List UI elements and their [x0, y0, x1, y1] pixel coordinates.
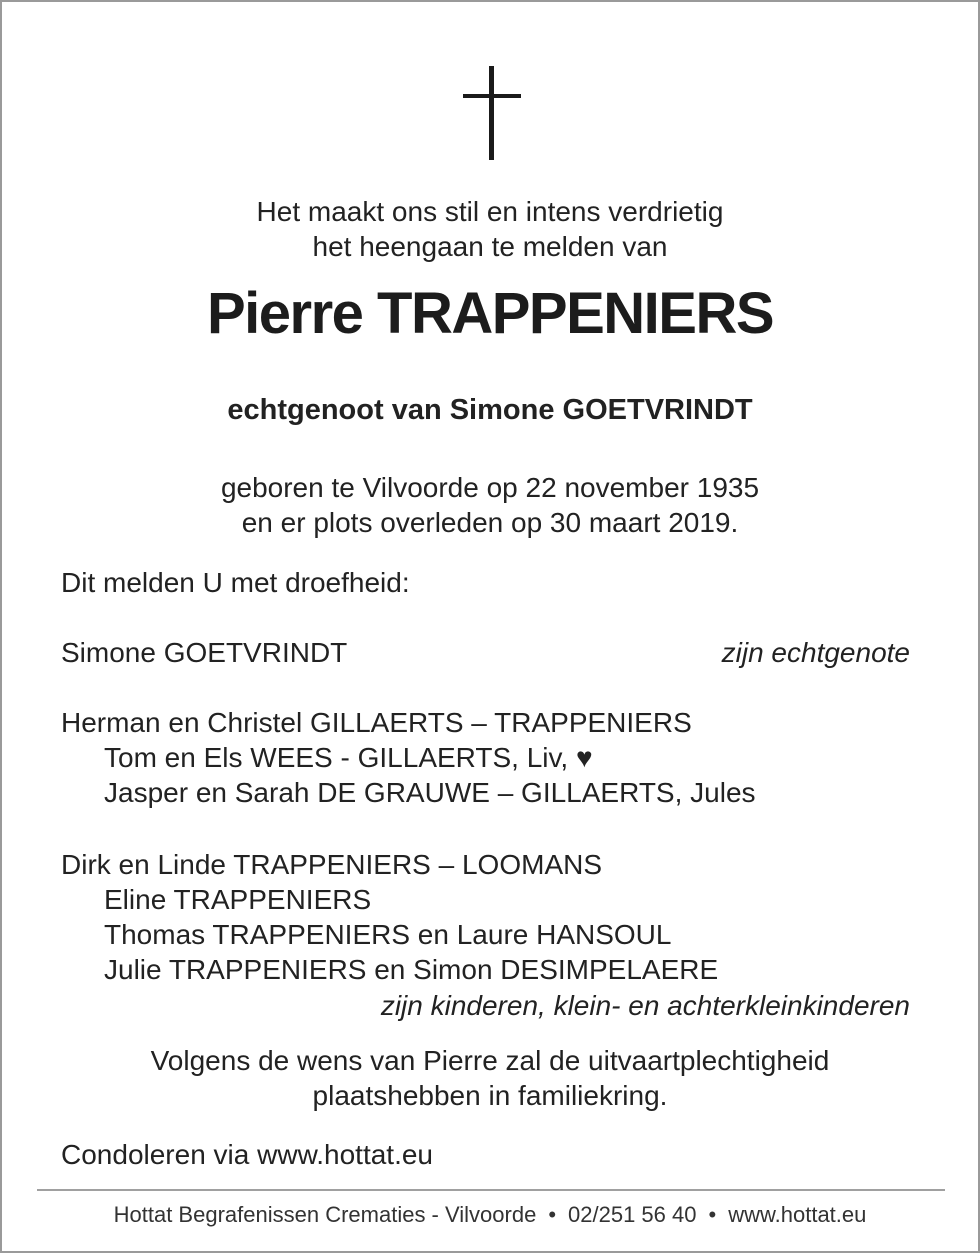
- family-2-member: Eline TRAPPENIERS: [104, 884, 372, 915]
- intro-text: [2, 194, 978, 264]
- family-1-member: Tom en Els WEES - GILLAERTS, Liv, ♥: [104, 742, 593, 773]
- death-line: en er plots overleden op 30 maart 2019.: [241, 507, 739, 538]
- family-1-head: Herman en Christel GILLAERTS – TRAPPENIERS: [61, 707, 692, 738]
- spouse-name: Simone GOETVRINDT: [61, 637, 348, 668]
- wish-line-1: Volgens de wens van Pierre zal de uitvaartplechtigheid: [150, 1045, 830, 1076]
- family-2-member: Julie TRAPPENIERS en Simon DESIMPELAERE: [104, 954, 719, 985]
- family-1-member: Jasper en Sarah DE GRAUWE – GILLAERTS, Jules: [104, 777, 756, 808]
- funeral-home-phone: 02/251 56 40: [568, 1202, 697, 1227]
- children-role: zijn kinderen, klein- en achterkleinkinderen: [380, 990, 910, 1021]
- family-1: [61, 705, 756, 810]
- family-2-head: Dirk en Linde TRAPPENIERS – LOOMANS: [61, 849, 603, 880]
- birth-line: geboren te Vilvoorde op 22 november 1935: [220, 472, 760, 503]
- spouse-role: zijn echtgenote: [721, 637, 910, 668]
- family-2-member: Thomas TRAPPENIERS en Laure HANSOUL: [104, 919, 672, 950]
- funeral-wish: [2, 1043, 978, 1113]
- spouse-line: echtgenoot van Simone GOETVRINDT: [227, 394, 753, 426]
- condolence-text: Condoleren via www.hottat.eu: [61, 1139, 433, 1170]
- wish-line-2: plaatshebben in familiekring.: [312, 1080, 668, 1111]
- footer-divider: [37, 1189, 945, 1191]
- funeral-home-website[interactable]: www.hottat.eu: [728, 1202, 867, 1227]
- family-2: [61, 847, 718, 987]
- deceased-name: Pierre TRAPPENIERS: [206, 281, 774, 346]
- bullet-separator: •: [708, 1202, 717, 1227]
- life-dates: [2, 470, 978, 540]
- bullet-separator: •: [548, 1202, 557, 1227]
- intro-line-1: Het maakt ons stil en intens verdrietig: [256, 196, 724, 227]
- announce-text: Dit melden U met droefheid:: [61, 567, 410, 598]
- intro-line-2: het heengaan te melden van: [312, 231, 668, 262]
- cross-icon: [463, 66, 521, 160]
- funeral-home-name: Hottat Begrafenissen Crematies - Vilvoorde: [113, 1202, 537, 1227]
- footer: [2, 1200, 978, 1230]
